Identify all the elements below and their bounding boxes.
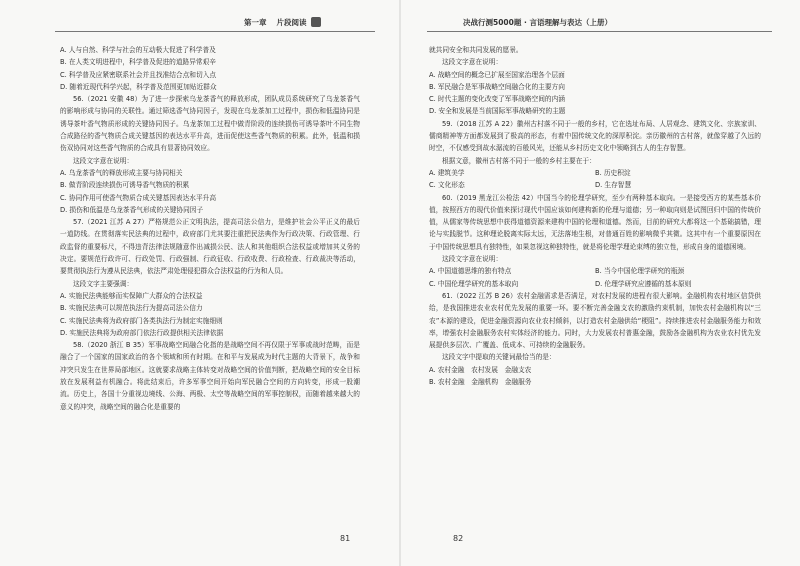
page-number: 82 <box>453 534 464 543</box>
question-56-stem: 56.（2021 安徽 48）为了进一步探索乌龙茶香气的释放形成，团队成员系统研究了乌龙茶香气的影响形成与协同的关联性。通过筛选香气协同因子，发现在乌龙茶加工过程中，损伤和低温协同是诱导茶叶香气物质形成的关键协同因子。乌龙茶加工过程中做青阶段的连续损伤可诱导茶叶不同生物合成路径的香气物质合成关键基因的表达水平升高，进而促使这些香气物质的积累。此外，低温和损伤双协同对这些香气物质的合成具有显著协同效应。 <box>60 95 360 153</box>
option-row <box>429 278 761 290</box>
option-row <box>429 167 761 179</box>
question-58-stem: 58.（2020 浙江 B 35）军事战略空间融合化指的是战略空间不再仅限于军事或战时范畴，而是融合了一个国家的国家政治的各个领域和所有时期。在和平与发展成为时代主题的大背景下，战争和冲突只发生在世界局部地区。这就要求战略主体转变对战略空间的价值判断，把战略空间的安全目标放在发展利益有机融合。将此结束后，许多军事空间开始向军民融合空间的方向转变，形成一股潮流。历史上，各国十分重视边境线、公海、两极、太空等战略空间的军事控制权，而随着越来越大的意义的冲突，战略空间的融合化是重要的 <box>60 341 360 411</box>
left-page-header <box>244 14 325 30</box>
option-line: A. 人与自然、科学与社会的互动极大促进了科学普及 <box>60 46 216 54</box>
option-row <box>429 179 761 191</box>
option-line: C. 实施民法典将为政府部门各类执法行为制定实施细则 <box>60 316 223 325</box>
option-line: B. 军民融合是军事战略空间融合化的主要方向 <box>429 82 565 91</box>
question-61-stem: 61.（2022 江苏 B 26）农村金融需求是否满足，对农村发展的进程有很大影响。金融机构农村地区信贷供给，是我国推进农业农村优先发展的重要一环。要不断完善金融支农的激励约束机制，加快农村金融机构以“三农”本源的建设，促进金融资源向农业农村倾斜，以打造农村金融供给“梗阻”。持续推进农村金融服务能力和效率，增强农村金融服务农村实体经济的能力。同时，大力发展农村普惠金融，鼓励各金融机构为农业农村优先发展提供多层次、广覆盖、低成本、可持续的金融服务。 <box>429 291 761 350</box>
option-line: B. 实施民法典可以规范执法行为提高司法公信力 <box>60 304 203 313</box>
option-line: A. 实施民法典能够而实保障广大群众的合法权益 <box>60 291 203 300</box>
right-page-header <box>463 14 612 30</box>
section-label: 片段阅读 <box>276 17 307 27</box>
question-prompt: 这段文字中提取的关键词最恰当的是： <box>442 353 556 362</box>
option-line: B. 农村金融 金融机构 金融服务 <box>429 378 532 387</box>
option-row <box>429 265 761 277</box>
header-rule <box>55 31 375 32</box>
option-line: D. 实施民法典将为政府部门依法行政提供相关法律依据 <box>60 328 224 337</box>
question-prompt: 这段文字意在说明： <box>442 58 503 67</box>
question-57-stem: 57.（2021 江苏 A 27）严格规范公正文明执法，提高司法公信力，是维护社会公平正义的最后一道防线。在贯彻落实民法典的过程中，政府部门尤其要注重把民法典作为行政决策、行政管理、行政监督的重要标尺，不得违背法律法规随意作出减损公民、法人和其他组织合法权益或增加其义务的决定。要规范行政许可、行政处罚、行政强制、行政征收、行政收费、行政检查、行政裁决等活动，要贯彻执法行为遵从民法典，依法严肃处理侵犯群众合法权益的行为和人员。 <box>60 218 360 276</box>
left-page <box>0 0 399 566</box>
header-marker-icon <box>311 17 321 27</box>
book-title: 决战行测5000题 · 言语理解与表达（上册） <box>463 17 612 27</box>
option-b: B. 当今中国伦理学研究的瓶颈 <box>595 267 685 276</box>
left-page-content <box>60 44 360 413</box>
option-line: A. 乌龙茶香气的释放形成主要与协同相关 <box>60 168 183 177</box>
question-prompt: 根据文意，徽州古村落不同于一般的乡村主要在于： <box>442 156 596 165</box>
option-d: D. 伦理学研究应遵循的基本原则 <box>595 279 692 288</box>
chapter-label: 第一章 <box>244 17 267 27</box>
right-page-content <box>429 44 761 388</box>
option-a: A. 中国道德思维的独有特点 <box>429 267 512 276</box>
option-line: A. 农村金融 农村发展 金融支农 <box>429 365 532 374</box>
page-number: 81 <box>340 534 351 543</box>
continued-paragraph: 就共同安全和共同发展的愿景。 <box>429 46 523 54</box>
header-rule <box>427 31 772 32</box>
option-line: D. 安全和发展是当前国际军事战略研究的主题 <box>429 107 566 116</box>
question-prompt: 这段文字意在说明： <box>442 255 503 264</box>
option-c: C. 文化形态 <box>429 181 465 190</box>
question-prompt: 这段文字意在说明： <box>73 156 134 165</box>
option-line: C. 时代主题的变化改变了军事战略空间的内涵 <box>429 95 565 104</box>
right-page <box>401 0 800 566</box>
option-line: D. 随着近现代科学兴起，科学普及范围更加贴近群众 <box>60 82 217 91</box>
option-c: C. 中国伦理学研究的基本取向 <box>429 279 519 288</box>
option-line: B. 在人类文明进程中，科学普及促进的道路异常艰辛 <box>60 58 216 67</box>
option-line: C. 科学普及应紧密联系社会并且找准结合点和切入点 <box>60 70 217 79</box>
option-line: D. 损伤和低温是乌龙茶香气形成的关键协同因子 <box>60 205 204 214</box>
option-line: C. 协同作用可使香气物质合成关键基因表达水平升高 <box>60 193 217 202</box>
option-d: D. 生存智慧 <box>595 181 632 190</box>
question-59-stem: 59.（2018 江苏 A 22）徽州古村落不同于一般的乡村，它在选址布局、人居观念、建筑文化、宗族家训、儒商精神等方面都发展到了极高的形态，有着中国传统文化的深厚积淀。亲历徽州的古村落，就像穿越了久远的时空，不仅感受到故水潺流的百般风光，还能从乡村历史文化中领略到古人的生存智慧。 <box>429 119 761 153</box>
question-60-stem: 60.（2019 黑龙江公检法 42）中国当今的伦理学研究，至少有两种基本取向。一是接受西方的某些基本价值，按照西方的现代价值来探讨现代中国应该如何建构新的伦理与道德；另一种取向则是试图回归中国的传统价值，从儒家等传统思想中获得道德资源来建构中国的伦理和道德。然而，目前的研究大都将这一个基础搞错，理论与实践脱节。这种理论脱离实际太远，无法落地生根，对普通百姓的影响微乎其微。这其中有一个重要原因在于中国传统思想具有独特性，如果忽视这种独特性，就是将伦理学理论束缚的独立性，形成自身的道德困境。 <box>429 193 761 251</box>
option-line: A. 战略空间的概念已扩展至国家治理各个层面 <box>429 70 565 79</box>
option-b: B. 历史积淀 <box>595 168 631 177</box>
option-a: A. 建筑美学 <box>429 168 465 177</box>
option-line: B. 做青阶段连续损伤可诱导香气物质的积累 <box>60 181 190 190</box>
question-prompt: 这段文字主要强调： <box>73 279 134 288</box>
